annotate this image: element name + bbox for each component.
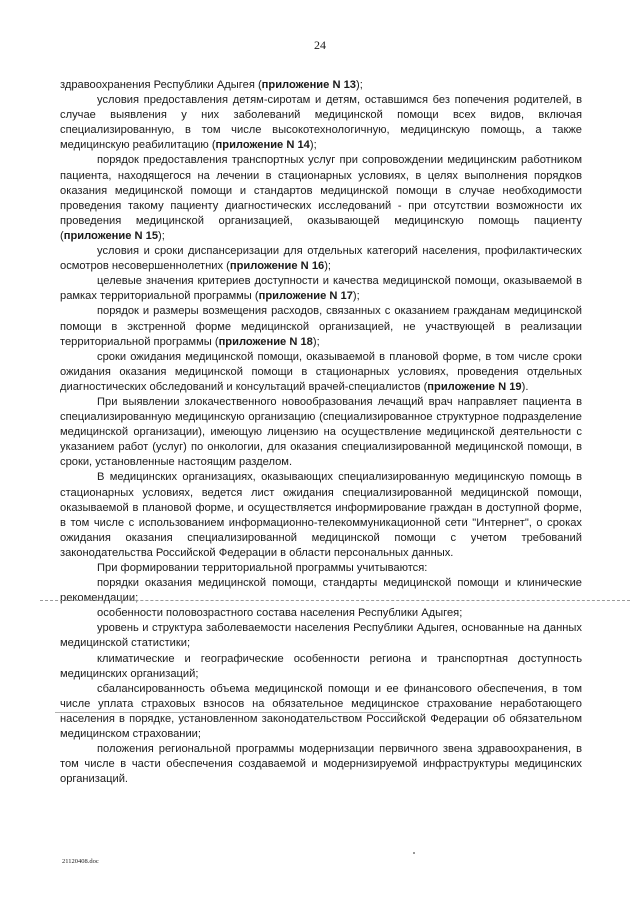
paragraph: сбалансированность объема медицинской помощи и ее финансового обеспечения, в том числе уплата страховых взносов на обязательное медицинское страхование неработающего населения в порядке, установленном законодательством Российской Федерации об обязательном медицинском страховании;: [60, 682, 582, 741]
appendix-reference: приложение N 16: [229, 260, 325, 273]
paragraph: порядки оказания медицинской помощи, стандарты медицинской помощи и клинические рекомендации;: [60, 577, 582, 605]
appendix-reference: приложение N 19: [427, 380, 522, 393]
scan-artifact-line: [40, 600, 630, 601]
paragraph: порядок и размеры возмещения расходов, связанных с оказанием гражданам медицинской помощи в экстренной форме медицинской организацией, не участвующей в реализации территориальной программы (приложение N 18);: [60, 305, 582, 348]
paragraph: уровень и структура заболеваемости населения Республики Адыгея, основанные на данных медицинской статистики;: [60, 622, 582, 650]
appendix-reference: приложение N 17: [258, 290, 353, 303]
paragraph: особенности половозрастного состава населения Республики Адыгея;: [97, 607, 463, 620]
paragraph: При формировании территориальной программы учитываются:: [97, 562, 428, 574]
paragraph: целевые значения критериев доступности и качества медицинской помощи, оказываемой в рамках территориальной программы (приложение N 17);: [60, 275, 582, 303]
paragraph: условия и сроки диспансеризации для отдельных категорий населения, профилактических осмотров несовершеннолетних (приложение N 16);: [60, 245, 582, 273]
paragraph: В медицинских организациях, оказывающих специализированную медицинскую помощь в стационарных условиях, ведется лист ожидания специализированной медицинской помощи, оказываемой в плановой форме, и осуществляется информирование граждан в доступной форме, в том числе с использованием информационно-телекоммуникационной сети "Интернет", о сроках ожидания оказания специализированной медицинской помощи с учетом требований законодательства Российской Федерации в области персональных данных.: [60, 471, 582, 559]
scan-artifact-dot: [413, 852, 415, 854]
paragraph: При выявлении злокачественного новообразования лечащий врач направляет пациента в специализированную медицинскую организацию (специализированное структурное подразделение медицинской организации), имеющую лицензию на осуществление медицинской деятельности с указанием работ (услуг) по онкологии, для оказания специализированной медицинской помощи, в сроки, установленные настоящим разделом.: [60, 395, 582, 469]
paragraph: порядок предоставления транспортных услуг при сопровождении медицинским работником пациента, находящегося на лечении в стационарных условиях, в целях выполнения порядков оказания медицинской помощи и стандартов медицинской помощи в случае необходимости проведения такому пациенту диагностических исследований - при отсутствии возможности их проведения медицинской организацией, оказывающей медицинскую помощь пациенту (приложение N 15);: [60, 154, 582, 242]
paragraph: здравоохранения Республики Адыгея (приложение N 13);: [60, 79, 363, 91]
appendix-reference: приложение N 14: [215, 139, 310, 152]
paragraph: климатические и географические особенности региона и транспортная доступность медицинских организаций;: [60, 652, 582, 680]
paragraph: условия предоставления детям-сиротам и детям, оставшимся без попечения родителей, в случае выявления у них заболеваний медицинской помощи всех видов, включая специализированную, в том числе высокотехнологичную, медицинскую помощь, а также медицинскую реабилитацию (приложение N 14);: [60, 94, 582, 152]
file-code: 21120408.doc: [62, 858, 99, 865]
page-number: 24: [314, 38, 326, 52]
paragraph: положения региональной программы модернизации первичного звена здравоохранения, в том числе в части обеспечения создаваемой и модернизируемой инфраструктуры медицинских организаций.: [60, 743, 582, 786]
scan-artifact-line: [55, 712, 400, 713]
appendix-reference: приложение N 18: [218, 335, 313, 348]
appendix-reference: приложение N 15: [63, 229, 159, 242]
document-body: [60, 78, 582, 787]
appendix-reference: приложение N 13: [261, 79, 356, 91]
paragraph: сроки ожидания медицинской помощи, оказываемой в плановой форме, в том числе сроки ожидания оказания медицинской помощи в стационарных условиях, проведения отдельных диагностических обследований и консультаций врачей-специалистов (приложение N 19).: [60, 350, 582, 393]
